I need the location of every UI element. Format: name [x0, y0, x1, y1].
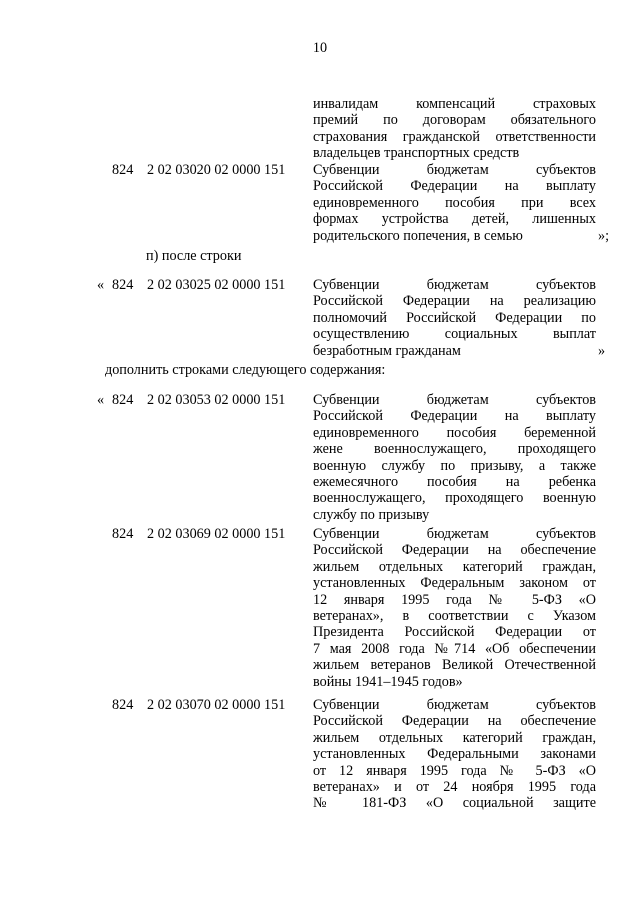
description-line: формах устройства детей, лишенных	[313, 211, 596, 228]
admin-code: 824	[112, 277, 134, 293]
admin-code: 824	[112, 697, 134, 713]
description-line: жене военнослужащего, проходящего	[313, 441, 596, 458]
income-description	[313, 392, 596, 523]
description-line: Российской Федерации на выплату	[313, 178, 596, 195]
description-line: Российской Федерации на обеспечение	[313, 713, 596, 730]
description-line: службу по призыву	[313, 506, 430, 523]
description-line: премий по договорам обязательного	[313, 112, 596, 129]
instruction-text: п) после строки	[146, 248, 242, 264]
description-line: жильем отдельных категорий граждан,	[313, 558, 596, 575]
description-line: страхования гражданской ответственности	[313, 128, 596, 145]
budget-classification-code: 2 02 03069 02 0000 151	[147, 526, 286, 542]
budget-classification-code: 2 02 03020 02 0000 151	[147, 162, 286, 178]
description-line: ветеранах» и от 24 ноября 1995 года	[313, 778, 596, 795]
description-line: № 181-ФЗ «О социальной защите	[313, 795, 596, 812]
description-line: ежемесячного пособия на ребенка	[313, 473, 596, 490]
description-line: инвалидам компенсаций страховых	[313, 96, 596, 112]
income-description	[313, 277, 596, 359]
open-quote: «	[97, 392, 105, 408]
description-line: ветеранах», в соответствии с Указом	[313, 607, 596, 624]
income-description	[313, 697, 596, 812]
admin-code: 824	[112, 392, 134, 408]
description-line: Президента Российской Федерации от	[313, 624, 596, 641]
close-quote: »;	[598, 227, 610, 244]
open-quote: «	[97, 277, 105, 293]
description-line: Субвенции бюджетам субъектов	[313, 526, 596, 542]
description-line: жильем ветеранов Великой Отечественной	[313, 657, 596, 674]
budget-classification-code: 2 02 03053 02 0000 151	[147, 392, 286, 408]
admin-code: 824	[112, 526, 134, 542]
description-line: Российской Федерации на выплату	[313, 408, 596, 425]
income-description	[313, 162, 596, 244]
description-line: Российской Федерации на реализацию	[313, 293, 596, 310]
description-line: владельцев транспортных средств	[313, 145, 520, 162]
description-line: установленных Федеральным законом от	[313, 575, 596, 592]
description-line: войны 1941–1945 годов»	[313, 673, 463, 690]
admin-code: 824	[112, 162, 134, 178]
description-line: Субвенции бюджетам субъектов	[313, 697, 596, 713]
description-line: жильем отдельных категорий граждан,	[313, 729, 596, 746]
description-line: осуществлению социальных выплат	[313, 326, 596, 343]
description-line: от 12 января 1995 года № 5-ФЗ «О	[313, 762, 596, 779]
budget-classification-code: 2 02 03025 02 0000 151	[147, 277, 286, 293]
description-line: полномочий Российской Федерации по	[313, 309, 596, 326]
description-line: Субвенции бюджетам субъектов	[313, 392, 596, 408]
instruction-text: дополнить строками следующего содержания:	[105, 362, 386, 378]
income-description	[313, 526, 596, 690]
description-line: Российской Федерации на обеспечение	[313, 542, 596, 559]
description-line: единовременного пособия при всех	[313, 194, 596, 211]
description-line: Субвенции бюджетам субъектов	[313, 277, 596, 293]
description-line: 7 мая 2008 года №714 «Об обеспечении	[313, 640, 596, 657]
budget-classification-code: 2 02 03070 02 0000 151	[147, 697, 286, 713]
description-line: безработным гражданам	[313, 342, 461, 359]
page-number: 10	[312, 40, 328, 56]
income-description	[313, 96, 596, 162]
description-line: военнослужащего, проходящего военную	[313, 490, 596, 507]
description-line: 12 января 1995 года № 5-ФЗ «О	[313, 591, 596, 608]
description-line: Субвенции бюджетам субъектов	[313, 162, 596, 178]
description-line: родительского попечения, в семью	[313, 227, 523, 244]
description-line: единовременного пособия беременной	[313, 424, 596, 441]
close-quote: »	[598, 342, 606, 359]
description-line: военную службу по призыву, а также	[313, 457, 596, 474]
description-line: установленных Федеральными законами	[313, 746, 596, 763]
